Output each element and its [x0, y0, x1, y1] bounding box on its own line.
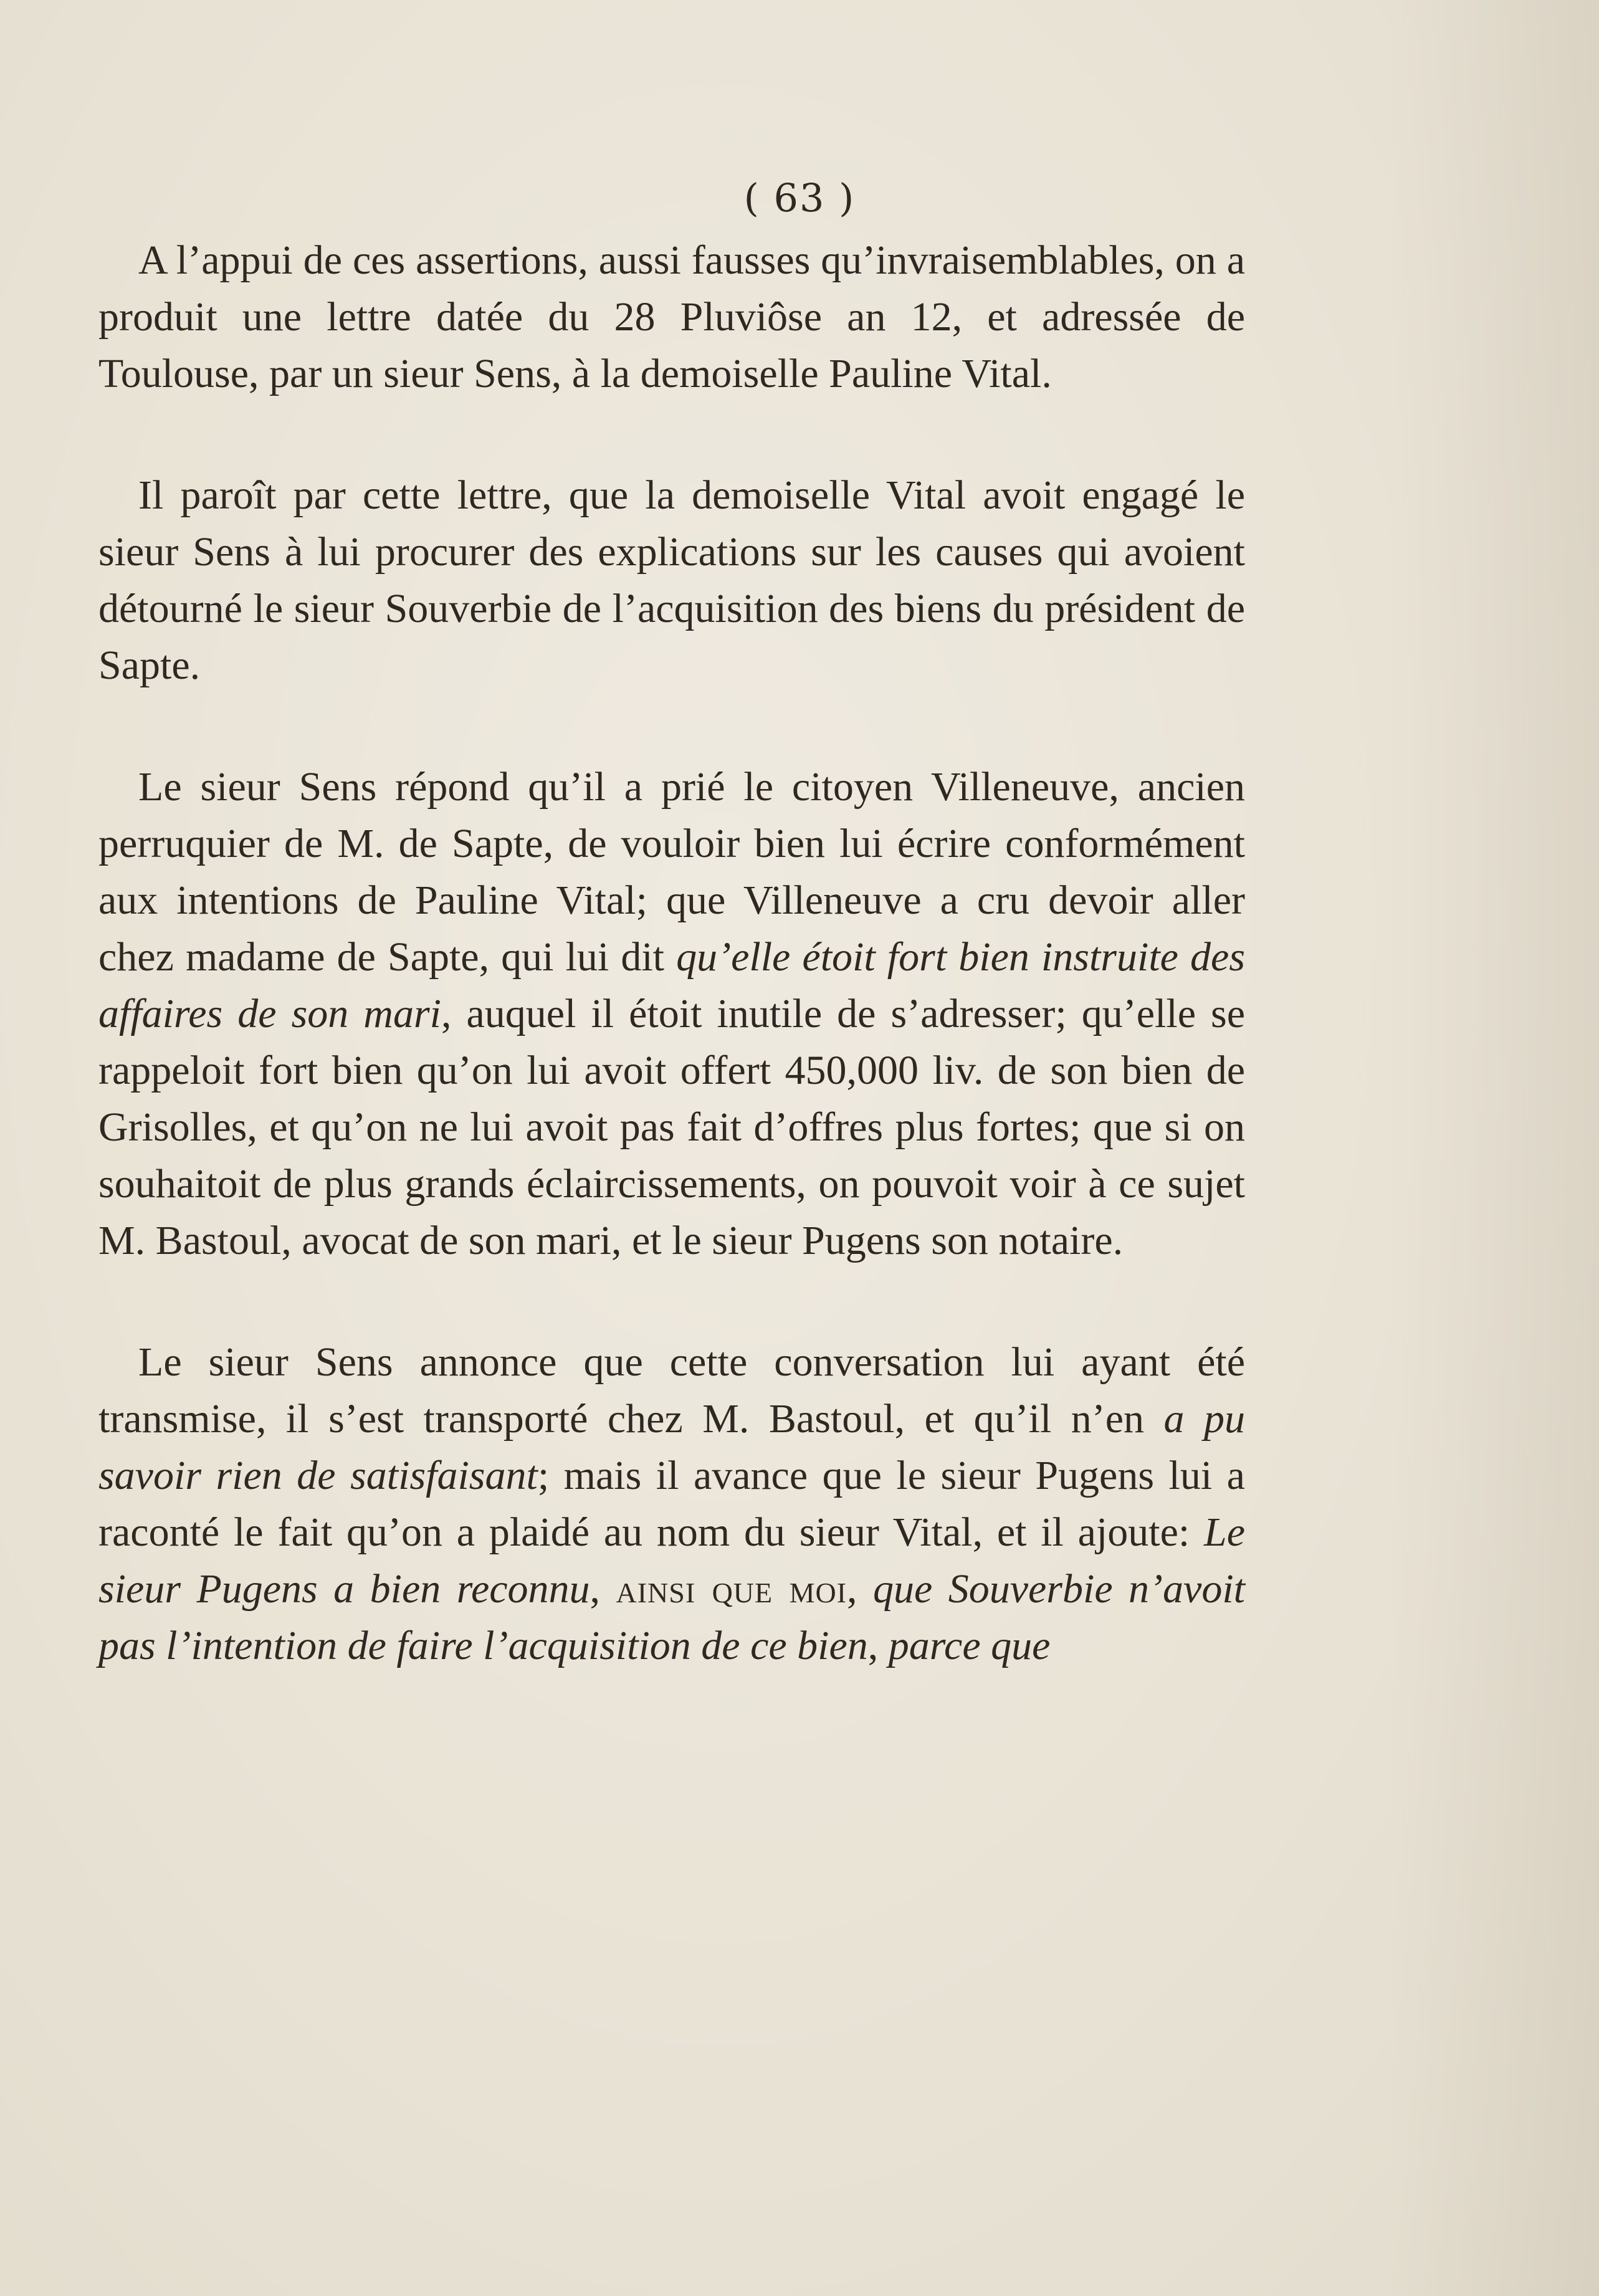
paragraph-3: [98, 758, 1245, 1269]
page-number: ( 63 ): [743, 175, 856, 221]
paragraph-1: [98, 232, 1245, 402]
italic-segment: Le sieur Pugens a bien reconnu: [98, 1509, 1245, 1612]
body-text: [98, 232, 1245, 1674]
text-segment: ; mais il avance que le sieur Pugens lui a raconté le fait qu’on a plaidé au nom du sieur Vital, et il ajoute:: [98, 1453, 1245, 1555]
italic-segment: parce que: [888, 1623, 1051, 1668]
text-segment: ,: [867, 1623, 889, 1668]
page-edge-shadow: [1387, 0, 1599, 2296]
smallcaps-segment: ainsi que moi: [616, 1566, 847, 1612]
text-segment: ,: [589, 1566, 616, 1612]
paragraph-4: [98, 1334, 1245, 1674]
text-segment: Le sieur Sens annonce que cette conversation lui ayant été transmise, il s’est transporté chez M. Bastoul, et qu’il n’en: [98, 1339, 1245, 1442]
italic-segment: que Souverbie n’avoit pas l’intention de faire l’acquisition de ce bien: [98, 1566, 1246, 1668]
text-segment: , auquel il étoit inutile de s’adresser; qu’elle se rappeloit fort bien qu’on lui avoit offert 450,000 liv. de son bien de Grisolles, et qu’on ne lui avoit pas fait d’offres plus fortes; que si on souhaitoit de plus grands éclaircissements, on pouvoit voir à ce sujet M. Bastoul, avocat de son mari, et le sieur Pugens son notaire.: [98, 991, 1245, 1263]
italic-segment: qu’elle étoit fort bien instruite des affaires de son mari: [98, 934, 1246, 1036]
italic-segment: a pu savoir rien de satisfaisant: [98, 1396, 1245, 1498]
text-segment: Le sieur Sens répond qu’il a prié le citoyen Villeneuve, ancien perruquier de M. de Sapte, de vouloir bien lui écrire conformément aux intentions de Pauline Vital; que Villeneuve a cru devoir aller chez madame de Sapte, qui lui dit: [98, 764, 1245, 980]
text-segment: Il paroît par cette lettre, que la demoiselle Vital avoit engagé le sieur Sens à lui procurer des explications sur les causes qui avoient détourné le sieur Souverbie de l’acquisition des biens du président de Sapte.: [98, 472, 1245, 688]
text-segment: ,: [847, 1566, 873, 1612]
text-segment: A l’appui de ces assertions, aussi fausses qu’invraisemblables, on a produit une lettre datée du 28 Pluviôse an 12, et adressée de Toulouse, par un sieur Sens, à la demoiselle Pauline Vital.: [98, 237, 1245, 396]
paragraph-2: [98, 467, 1245, 694]
